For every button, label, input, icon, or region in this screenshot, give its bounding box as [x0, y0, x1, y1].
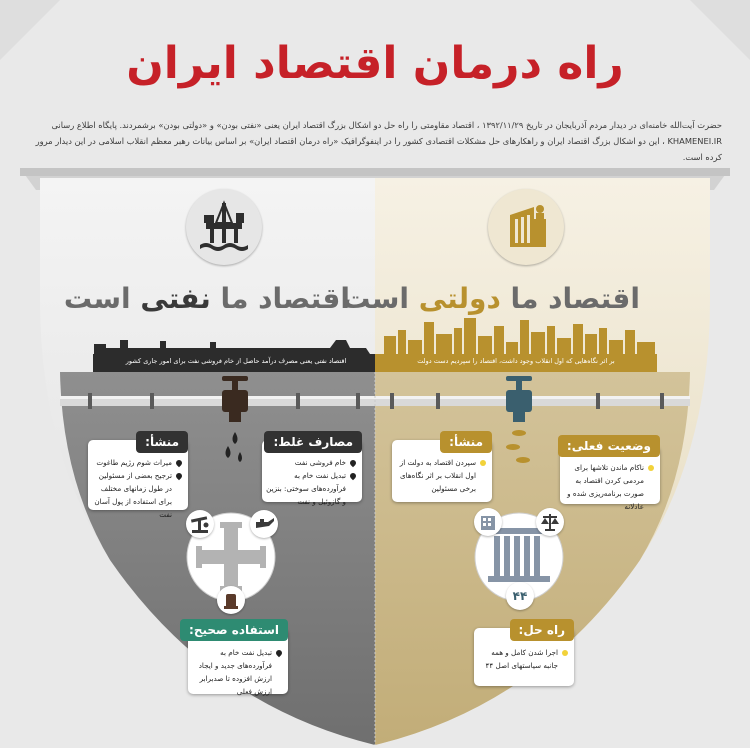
factory-icon — [474, 508, 502, 536]
article-44-label: ۴۴ — [512, 589, 528, 603]
oil-can-icon — [250, 510, 278, 538]
list-item: تبدیل نفت خام به فرآورده‌های جدید و ایجاد ارزش افزوده تا صدبرابر ارزش فعلی — [192, 646, 282, 698]
list-item: سپردن اقتصاد به دولت از اول انقلاب بر اثر نگاه‌های برخی مسئولین — [396, 456, 486, 495]
list-item: ناکام ماندن تلاشها برای مردمی کردن اقتصاد به صورت برنامه‌ریزی شده و عادلانه — [564, 461, 654, 513]
list-item: خام فروشی نفت — [266, 456, 356, 469]
right-title-part-c: است — [342, 282, 419, 315]
refinery-icon — [217, 586, 245, 614]
left-origin-head: منشأ: — [136, 431, 188, 453]
left-right-use-card — [188, 623, 288, 696]
list-item: اجرا شدن کامل و همه جانبه سیاستهای اصل ۴۴ — [478, 646, 568, 672]
oil-can-badge — [250, 510, 278, 538]
refinery-badge — [217, 586, 245, 614]
oil-rig-badge — [186, 189, 262, 265]
right-solution-card — [474, 623, 574, 686]
scales-badge — [536, 508, 564, 536]
right-origin-card — [392, 435, 492, 502]
right-solution-list — [478, 646, 568, 672]
list-item: تبدیل نفت خام به فرآورده‌های سوختی: بنزین و گازوئیل و نفت — [266, 469, 356, 508]
left-misuse-head: مصارف غلط: — [264, 431, 362, 453]
page-title: راه درمان اقتصاد ایران — [126, 38, 624, 89]
right-status-list — [564, 461, 654, 513]
right-origin-head: منشأ: — [440, 431, 492, 453]
list-item: ترجیح بعضی از مسئولین در طول زمانهای مختلف برای استفاده از پول آسان نفت — [92, 469, 182, 521]
right-origin-list — [396, 456, 486, 495]
building-icon — [488, 189, 564, 265]
left-right-use-list — [192, 646, 282, 698]
right-title-highlight: دولتی — [418, 282, 501, 315]
pumpjack-icon — [186, 510, 214, 538]
right-status-card — [560, 439, 660, 511]
left-section-title — [63, 282, 350, 315]
article-44-badge — [506, 582, 534, 610]
left-band-caption: اقتصاد نفتی یعنی مصرف درآمد حاصل از خام فروشی نفت برای امور جاری کشور — [125, 357, 347, 365]
right-status-head: وضعیت فعلی: — [558, 435, 660, 457]
list-item: میراث شوم رژیم طاغوت — [92, 456, 182, 469]
left-title-highlight: نفتی — [140, 282, 211, 315]
intro-line-1: حضرت آیت‌الله خامنه‌ای در دیدار مردم آذربایجان در تاریخ ۱۳۹۲/۱۱/۲۹ ، اقتصاد مقاومتی را راه حل دو اشکال بزرگ اقتصاد ایران یعنی «نفتی بودن» و «دولتی بودن» برشمردند. پایگاه اطلاع رسانی — [51, 120, 722, 130]
building-badge — [488, 189, 564, 265]
left-origin-card — [88, 435, 188, 519]
factory-badge — [474, 508, 502, 536]
left-right-use-head: استفاده صحیح: — [180, 619, 288, 641]
scales-icon — [536, 508, 564, 536]
left-misuse-list — [266, 456, 356, 508]
pumpjack-badge — [186, 510, 214, 538]
intro-text — [28, 117, 722, 165]
oil-rig-icon — [186, 189, 262, 265]
right-title-part-a: اقتصاد ما — [500, 282, 640, 315]
left-title-part-c: است — [63, 282, 141, 315]
intro-line-2: KHAMENEI.IR ، این دو اشکال بزرگ اقتصاد ایران و راهکارهای حل مشکلات اقتصادی کشور را در اینفوگرافیک «راه درمان اقتصاد ایران» بر اساس بیانات رهبر معظم انقلاب اسلامی در این دیدار مرور کرده است. — [35, 136, 722, 162]
right-solution-head: راه حل: — [510, 619, 574, 641]
right-section-title — [342, 282, 640, 315]
left-origin-list — [92, 456, 182, 521]
right-band-caption: بر اثر نگاه‌هایی که اول انقلاب وجود داشت، اقتصاد را سپردیم دست دولت — [417, 357, 615, 365]
left-title-part-a: اقتصاد ما — [210, 282, 350, 315]
left-misuse-card — [262, 435, 362, 506]
